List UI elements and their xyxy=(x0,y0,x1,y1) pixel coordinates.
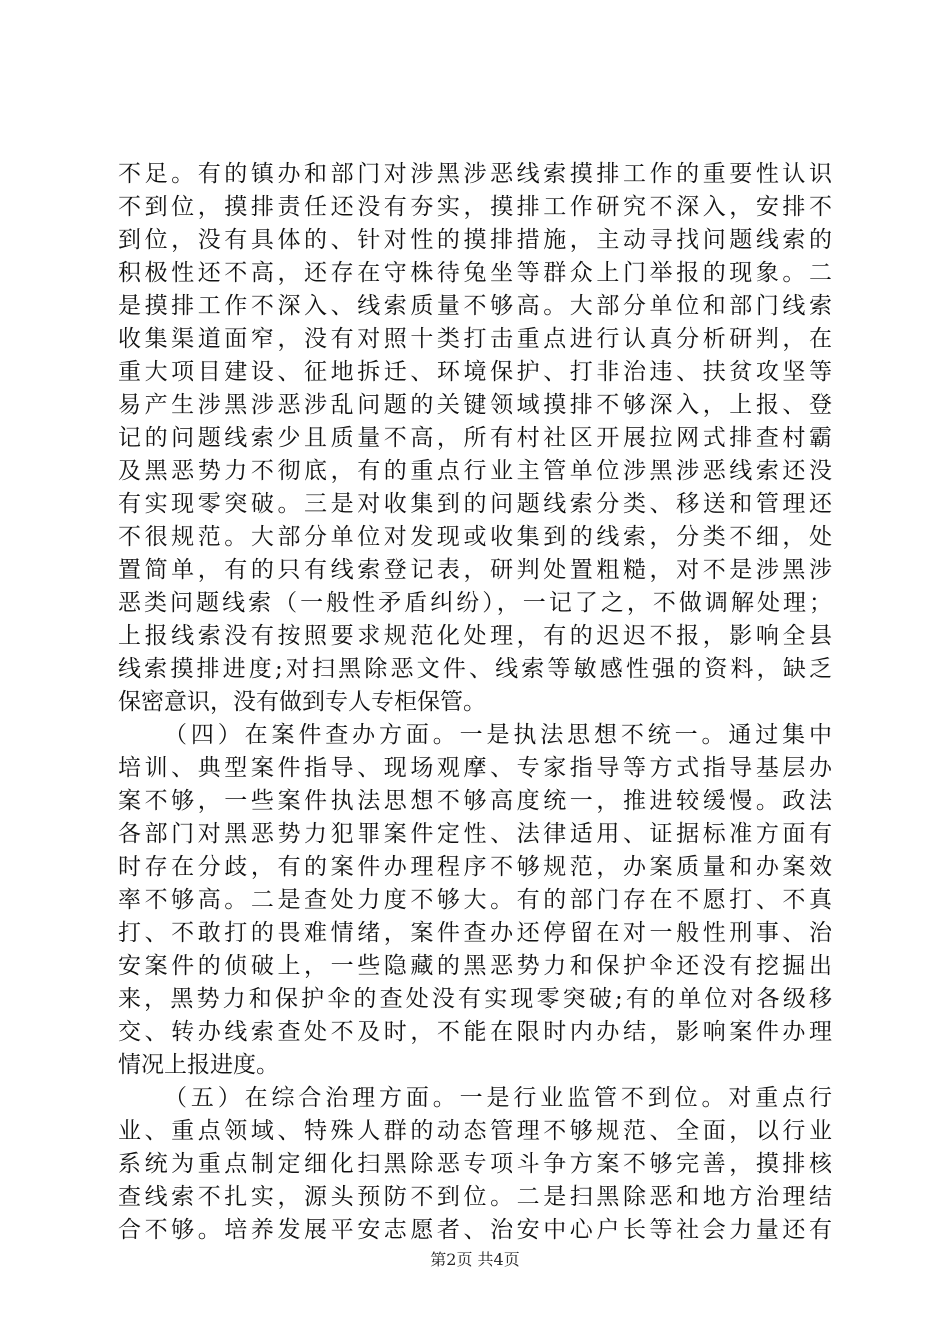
section-heading-line: （四）在案件查办方面。一是执法思想不统一。通过集中 xyxy=(164,722,832,748)
text-line: 恶类问题线索（一般性矛盾纠纷），一记了之，不做调解处理； xyxy=(118,590,832,616)
text-line: 保密意识，没有做到专人专柜保管。 xyxy=(118,689,486,715)
text-line: 案不够，一些案件执法思想不够高度统一，推进较缓慢。政法 xyxy=(118,788,832,814)
text-line: 合不够。培养发展平安志愿者、治安中心户长等社会力量还有 xyxy=(118,1217,832,1243)
text-line: 到位，没有具体的、针对性的摸排措施，主动寻找问题线索的 xyxy=(118,227,832,253)
text-line: 有实现零突破。三是对收集到的问题线索分类、移送和管理还 xyxy=(118,491,832,517)
page-footer xyxy=(0,1250,950,1270)
text-line: 交、转办线索查处不及时，不能在限时内办结，影响案件办理 xyxy=(118,1019,832,1045)
text-line: 来，黑势力和保护伞的查处没有实现零突破;有的单位对各级移 xyxy=(118,986,832,1012)
text-line: 线索摸排进度;对扫黑除恶文件、线索等敏感性强的资料，缺乏 xyxy=(118,656,832,682)
text-line: 积极性还不高，还存在守株待兔坐等群众上门举报的现象。二 xyxy=(118,260,832,286)
text-line: 重大项目建设、征地拆迁、环境保护、打非治违、扶贫攻坚等 xyxy=(118,359,832,385)
text-line: 业、重点领域、特殊人群的动态管理不够规范、全面，以行业 xyxy=(118,1118,832,1144)
text-line: 不很规范。大部分单位对发现或收集到的线索，分类不细，处 xyxy=(118,524,832,550)
text-line: 安案件的侦破上，一些隐藏的黑恶势力和保护伞还没有挖掘出 xyxy=(118,953,832,979)
text-line: 时存在分歧，有的案件办理程序不够规范，办案质量和办案效 xyxy=(118,854,832,880)
page-number-label: 第2页 共4页 xyxy=(430,1250,520,1269)
text-line: 收集渠道面窄，没有对照十类打击重点进行认真分析研判，在 xyxy=(118,326,832,352)
text-line: 及黑恶势力不彻底，有的重点行业主管单位涉黑涉恶线索还没 xyxy=(118,458,832,484)
text-line: 情况上报进度。 xyxy=(118,1052,279,1078)
section-heading-line: （五）在综合治理方面。一是行业监管不到位。对重点行 xyxy=(164,1085,832,1111)
text-line: 上报线索没有按照要求规范化处理，有的迟迟不报，影响全县 xyxy=(118,623,832,649)
text-line: 不足。有的镇办和部门对涉黑涉恶线索摸排工作的重要性认识 xyxy=(118,161,832,187)
text-line: 不到位，摸排责任还没有夯实，摸排工作研究不深入，安排不 xyxy=(118,194,832,220)
text-line: 率不够高。二是查处力度不够大。有的部门存在不愿打、不真 xyxy=(118,887,832,913)
text-line: 记的问题线索少且质量不高，所有村社区开展拉网式排查村霸 xyxy=(118,425,832,451)
text-line: 易产生涉黑涉恶涉乱问题的关键领域摸排不够深入，上报、登 xyxy=(118,392,832,418)
text-line: 培训、典型案件指导、现场观摩、专家指导等方式指导基层办 xyxy=(118,755,832,781)
text-line: 是摸排工作不深入、线索质量不够高。大部分单位和部门线索 xyxy=(118,293,832,319)
document-body xyxy=(118,158,832,1247)
text-line: 系统为重点制定细化扫黑除恶专项斗争方案不够完善，摸排核 xyxy=(118,1151,832,1177)
text-line: 打、不敢打的畏难情绪，案件查办还停留在对一般性刑事、治 xyxy=(118,920,832,946)
text-line: 各部门对黑恶势力犯罪案件定性、法律适用、证据标准方面有 xyxy=(118,821,832,847)
text-line: 查线索不扎实，源头预防不到位。二是扫黑除恶和地方治理结 xyxy=(118,1184,832,1210)
text-line: 置简单，有的只有线索登记表，研判处置粗糙，对不是涉黑涉 xyxy=(118,557,832,583)
